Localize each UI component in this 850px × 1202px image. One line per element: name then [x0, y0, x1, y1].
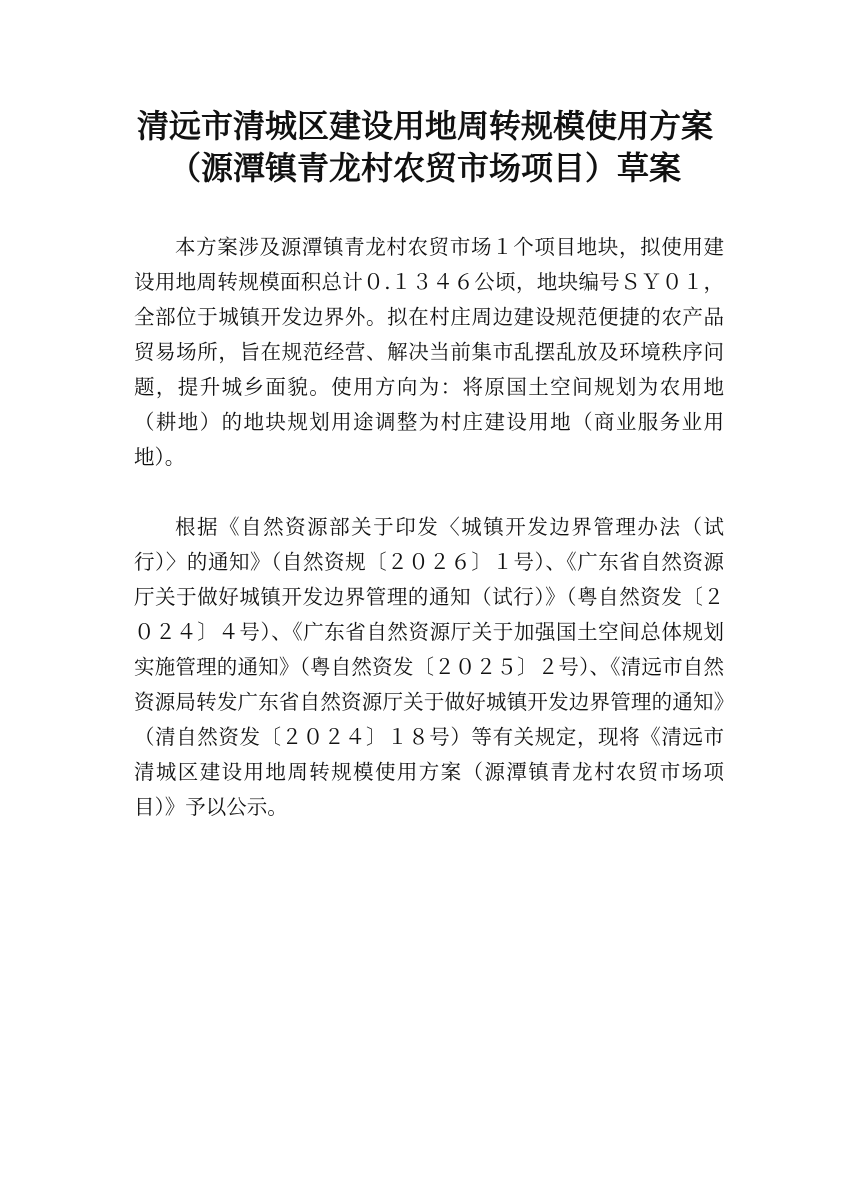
document-title-line-1: 清远市清城区建设用地周转规模使用方案: [136, 107, 713, 145]
document-title-line-2: （源潭镇青龙村农贸市场项目）草案: [168, 149, 681, 187]
body-paragraph-project-description: 本方案涉及源潭镇青龙村农贸市场１个项目地块，拟使用建设用地周转规模面积总计０.１３４６公顷，地块编号ＳＹ０１，全部位于城镇开发边界外。拟在村庄周边建设规范便捷的农产品贸易场所，旨在规范经营、解决当前集市乱摆乱放及环境秩序问题，提升城乡面貌。使用方向为：将原国土空间规划为农用地（耕地）的地块规划用途调整为村庄建设用地（商业服务业用地）。: [134, 235, 724, 469]
body-paragraph-legal-basis: 根据《自然资源部关于印发〈城镇开发边界管理办法（试行）〉的通知》（自然资规〔２０２６〕１号）、《广东省自然资源厅关于做好城镇开发边界管理的通知（试行）》（粤自然资发〔２０２４〕４号）、《广东省自然资源厅关于加强国土空间总体规划实施管理的通知》（粤自然资发〔２０２５〕２号）、《清远市自然资源局转发广东省自然资源厅关于做好城镇开发边界管理的通知》（清自然资发〔２０２４〕１８号）等有关规定，现将《清远市清城区建设用地周转规模使用方案（源潭镇青龙村农贸市场项目）》予以公示。: [134, 515, 724, 819]
